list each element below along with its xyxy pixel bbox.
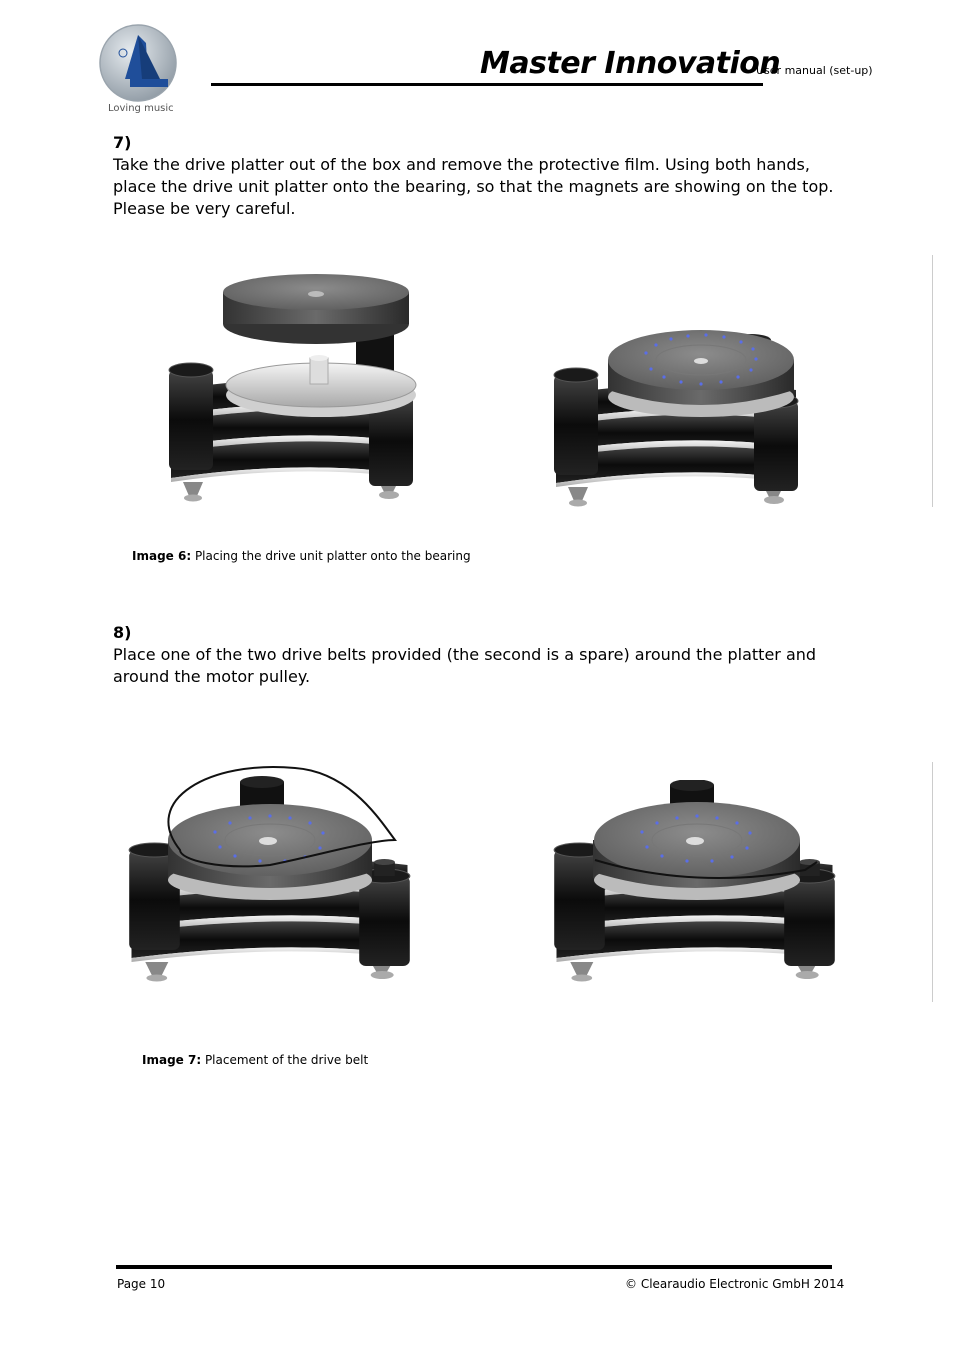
image-6-caption-text: Placing the drive unit platter onto the bearing bbox=[191, 549, 471, 563]
image-7-belt-placed bbox=[545, 780, 850, 992]
step-7-text: Take the drive platter out of the box and remove the protective film. Using both hands, place the drive unit platter onto the bearing, so that the magnets are showing on the top. Please be very careful. bbox=[113, 155, 834, 218]
image-7-belt-loose bbox=[120, 760, 420, 990]
step-7-number: 7) bbox=[113, 133, 132, 152]
page-number: Page 10 bbox=[117, 1277, 166, 1291]
margin-line bbox=[932, 762, 933, 1002]
image-6-caption-label: Image 6: bbox=[132, 549, 192, 563]
document-subtitle: User manual (set-up) bbox=[756, 64, 873, 77]
image-7-caption bbox=[142, 1053, 368, 1067]
clearaudio-logo bbox=[98, 23, 178, 103]
image-6-platter-lifted bbox=[160, 270, 422, 510]
copyright: © Clearaudio Electronic GmbH 2014 bbox=[625, 1277, 845, 1291]
step-8-text: Place one of the two drive belts provided (the second is a spare) around the platter and around the motor pulley. bbox=[113, 645, 817, 686]
step-8-number: 8) bbox=[113, 623, 132, 642]
footer-rule bbox=[116, 1265, 832, 1269]
image-7-caption-label: Image 7: bbox=[142, 1053, 202, 1067]
document-title: Master Innovation bbox=[480, 46, 781, 81]
logo-tagline: Loving music bbox=[108, 103, 174, 114]
image-6-caption bbox=[132, 549, 471, 563]
margin-line bbox=[932, 255, 933, 507]
header-rule bbox=[211, 83, 763, 86]
image-7-caption-text: Placement of the drive belt bbox=[201, 1053, 369, 1067]
image-6-platter-placed bbox=[545, 330, 807, 515]
